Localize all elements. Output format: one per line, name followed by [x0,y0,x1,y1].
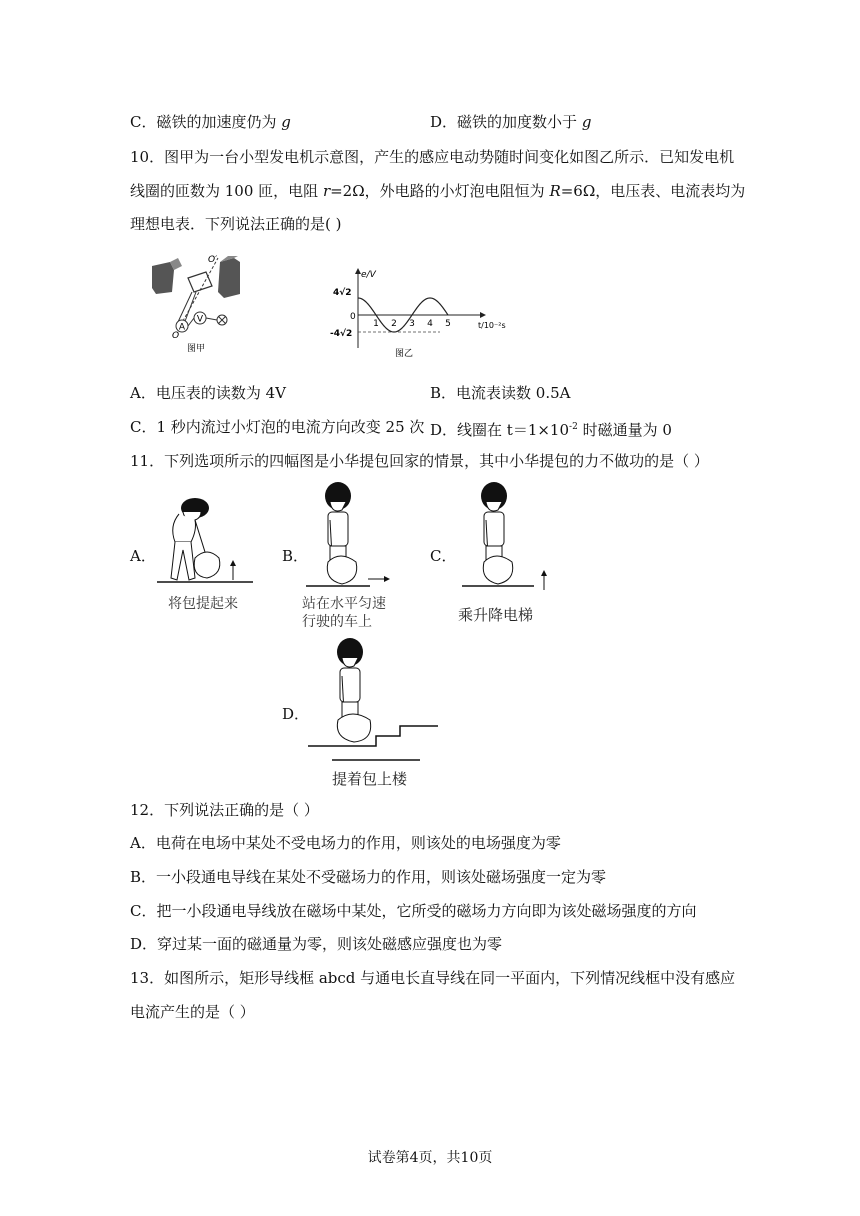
legs [171,542,195,580]
figure-climb-stairs [300,634,445,792]
face [330,502,346,511]
q12-option-a: A．电荷在电场中某处不受电场力的作用，则该处的电场强度为零 [130,834,561,852]
q12-option-c: C．把一小段通电导线放在磁场中某处，它所受的磁场力方向即为该处磁场强度的方向 [130,902,697,920]
q9-option-d [430,112,591,132]
q11-option-b-label: B． [282,547,309,565]
q10-stem-line2 [130,181,745,201]
bag-icon [194,552,220,578]
axis-label-o: O [172,331,180,341]
bag-icon [483,556,512,584]
figure-yi-caption: 图乙 [394,349,414,359]
q11-option-d-label: D． [282,705,310,723]
axis-label-o-prime: O′ [208,255,218,265]
caption-b-line1: 站在水平匀速 [302,596,386,612]
x-axis-arrow [480,312,486,318]
x-tick-label: 4 [427,319,433,329]
voltmeter-label: V [196,314,204,325]
q10-option-a: A．电压表的读数为 4V [130,384,286,402]
q10-var-R: R [549,182,561,200]
wire-3 [188,318,194,326]
q12-option-b: B．一小段通电导线在某处不受磁场力的作用，则该处磁场强度一定为零 [130,868,607,886]
caption-d: 提着包上楼 [332,770,408,788]
y-axis-label: e/V [361,270,376,280]
stairs [308,726,438,746]
q9-option-c-text: C．磁铁的加速度仍为 [130,113,277,131]
figure-elevator [450,480,560,630]
emf-time-chart [330,266,510,360]
q10-var-r: r [322,182,331,200]
magnet-left [152,262,174,294]
q12-stem: 12．下列说法正确的是（ ） [130,801,319,819]
q10-stem-text-b: =2Ω，外电路的小灯泡电阻恒为 [330,182,550,200]
arrow-right-head [384,576,390,582]
caption-a: 将包提起来 [168,596,238,612]
q9-option-c-var: g [281,113,291,131]
q9-option-d-text: D．磁铁的加度数小于 [430,113,578,131]
caption-b-line2: 行驶的车上 [302,614,372,630]
q13-stem-line2: 电流产生的是（ ） [130,1003,255,1021]
origin-label: 0 [350,312,356,322]
q10-option-b: B．电流表读数 0.5A [430,384,571,402]
y-neg-peak-label: -4√2 [330,329,353,339]
ammeter-label: A [178,322,186,333]
bag-icon [327,556,356,584]
q10-option-d [430,417,672,440]
q11-stem: 11．下列选项所示的四幅图是小华提包回家的情景，其中小华提包的力不做功的是（ ） [130,452,709,470]
q10-stem-line1: 10．图甲为一台小型发电机示意图，产生的感应电动势随时间变化如图乙所示．已知发电机 [130,148,735,166]
figure-jia-caption: 图甲 [186,344,206,354]
q10-stem-text-a: 线圈的匝数为 100 匝，电阻 [130,182,323,200]
bag-icon [337,714,370,742]
face [486,502,502,511]
face [342,658,358,667]
arm [195,520,205,552]
x-axis-label: t/10⁻²s [478,321,506,330]
x-tick-label: 2 [391,319,397,329]
caption-c: 乘升降电梯 [458,606,534,624]
page-footer: 试卷第4页，共10页 [367,1150,493,1166]
arrow-up-head [230,560,236,566]
x-tick-label: 5 [445,319,451,329]
q11-option-c-label: C． [430,547,457,565]
q13-stem-line1: 13．如图所示，矩形导线框 abcd 与通电长直导线在同一平面内，下列情况线框中没有感应 [130,969,736,987]
figure-lift-bag [155,490,255,615]
y-pos-peak-label: 4√2 [333,288,352,298]
q9-option-c [130,112,291,132]
q10-stem-line3: 理想电表．下列说法正确的是( ) [130,215,342,233]
q10-option-d-text-b: 时磁通量为 0 [577,421,672,439]
wire-4 [206,318,217,320]
q11-option-a-label: A． [130,547,156,565]
generator-diagram [148,252,248,354]
x-tick-label: 1 [373,319,379,329]
q10-stem-text-c: =6Ω，电压表、电流表均为 [560,182,746,200]
q10-option-c: C．1 秒内流过小灯泡的电流方向改变 25 次 [130,418,425,436]
figure-stand-on-vehicle [300,480,420,630]
magnet-right [218,258,240,298]
q10-option-d-exponent: -2 [569,422,578,432]
q12-option-d: D．穿过某一面的磁通量为零，则该处磁感应强度也为零 [130,935,503,953]
q9-option-d-var: g [581,113,592,131]
arrow-up-head [541,570,547,576]
x-tick-label: 3 [409,319,415,329]
q10-option-d-text-a: D．线圈在 t＝1×10 [430,421,570,439]
